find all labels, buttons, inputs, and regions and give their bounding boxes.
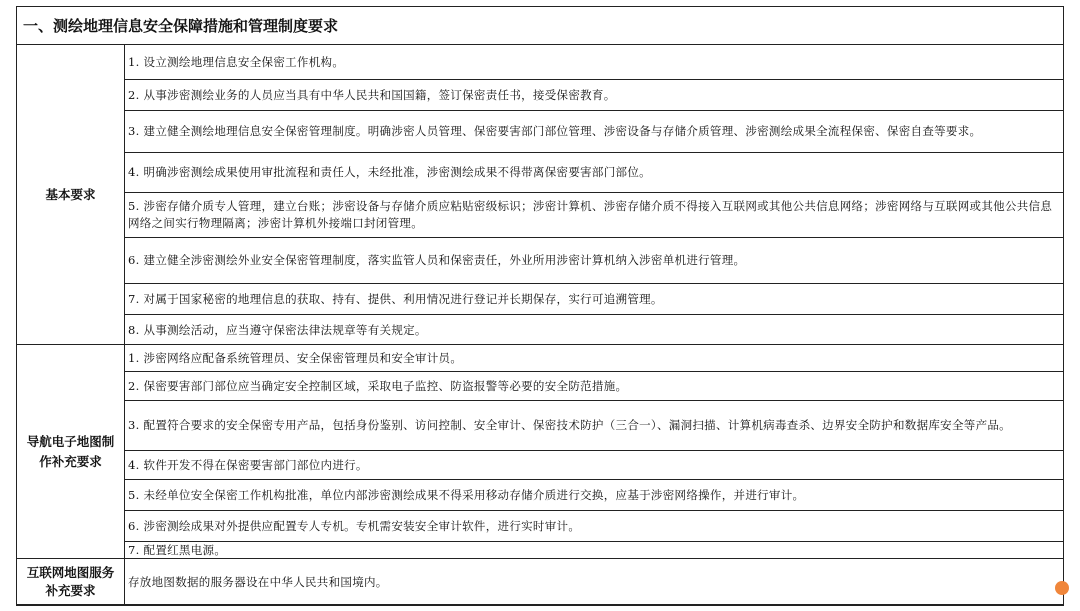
section-title: 一、测绘地理信息安全保障措施和管理制度要求 [17, 7, 1063, 45]
list-item: 4. 软件开发不得在保密要害部门部位内进行。 [125, 451, 1063, 480]
requirements-table [16, 6, 1064, 606]
list-item: 1. 设立测绘地理信息安全保密工作机构。 [125, 45, 1063, 80]
category-label: 基本要求 [17, 45, 125, 344]
list-item: 6. 涉密测绘成果对外提供应配置专人专机。专机需安装安全审计软件，进行实时审计。 [125, 511, 1063, 542]
group-navigation-map-requirements [17, 345, 1063, 559]
list-item: 1. 涉密网络应配备系统管理员、安全保密管理员和安全审计员。 [125, 345, 1063, 372]
list-item: 6. 建立健全涉密测绘外业安全保密管理制度，落实监管人员和保密责任，外业所用涉密计算机纳入涉密单机进行管理。 [125, 238, 1063, 284]
list-item: 7. 对属于国家秘密的地理信息的获取、持有、提供、利用情况进行登记并长期保存，实行可追溯管理。 [125, 284, 1063, 315]
category-label: 导航电子地图制作补充要求 [17, 345, 125, 558]
list-item: 7. 配置红黑电源。 [128, 543, 227, 557]
list-item: 8. 从事测绘活动，应当遵守保密法律法规章等有关规定。 [128, 322, 427, 337]
list-item: 5. 涉密存储介质专人管理，建立台账；涉密设备与存储介质应粘贴密级标识；涉密计算机、涉密存储介质不得接入互联网或其他公共信息网络；涉密网络与互联网或其他公共信息网络之间实行物理隔离；涉密计算机外接端口封闭管理。 [125, 193, 1063, 238]
list-item: 2. 从事涉密测绘业务的人员应当具有中华人民共和国国籍，签订保密责任书，接受保密教育。 [125, 80, 1063, 111]
item-list [125, 45, 1063, 344]
category-label: 互联网地图服务补充要求 [17, 559, 125, 604]
list-item: 5. 未经单位安全保密工作机构批准，单位内部涉密测绘成果不得采用移动存储介质进行交换，应基于涉密网络操作，并进行审计。 [125, 480, 1063, 511]
list-item: 4. 明确涉密测绘成果使用审批流程和责任人，未经批准，涉密测绘成果不得带离保密要害部门部位。 [125, 153, 1063, 193]
list-item: 3. 配置符合要求的安全保密专用产品，包括身份鉴别、访问控制、安全审计、保密技术防护（三合一）、漏洞扫描、计算机病毒查杀、边界安全防护和数据库安全等产品。 [125, 401, 1063, 451]
item-list [125, 559, 1063, 604]
list-item: 3. 建立健全测绘地理信息安全保密管理制度。明确涉密人员管理、保密要害部门部位管理、涉密设备与存储介质管理、涉密测绘成果全流程保密、保密自查等要求。 [125, 111, 1063, 153]
group-internet-map-service-requirements [17, 559, 1063, 605]
corner-badge-icon [1055, 581, 1069, 595]
list-item: 存放地图数据的服务器设在中华人民共和国境内。 [128, 574, 388, 589]
item-list [125, 345, 1063, 558]
list-item: 2. 保密要害部门部位应当确定安全控制区域，采取电子监控、防盗报警等必要的安全防范措施。 [125, 372, 1063, 401]
group-basic-requirements [17, 45, 1063, 345]
